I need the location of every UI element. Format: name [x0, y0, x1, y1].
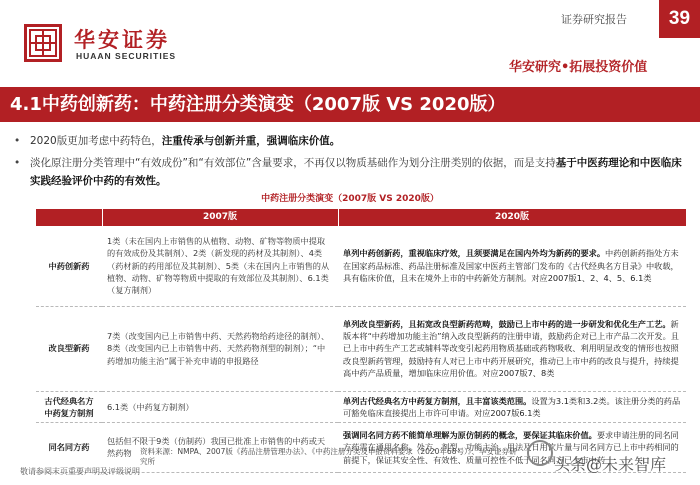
- disclaimer-text: 敬请参阅末页重要声明及评级说明: [20, 467, 140, 476]
- page-number: 39: [659, 0, 700, 38]
- table-title: 中药注册分类演变（2007版 VS 2020版）: [261, 194, 439, 204]
- header-blank: [36, 209, 102, 226]
- cell-2020-text: 要求申请注册的同名同方药需在通用名称、处方、剂型、功能主治、用法及日用饮片量与同名同方已上市中药相同的前提下，保证其安全性、有效性、质量可控性不低于同名同方已上市中药: [343, 430, 679, 465]
- cell-2020-bold: 单列古代经典名方中药复方制剂，且丰富该类范围。: [343, 395, 532, 406]
- cell-2020-bold: 单列改良型新药，且拓宽改良型新药范畴，鼓励已上市中药的进一步研发和优化生产工艺。: [343, 318, 671, 329]
- source-note: 资料来源：NMPA、2007版《药品注册管理办法》、《中药注册分类及申报资料要求（2020年68号）》、华安证券研究所: [140, 447, 517, 466]
- header-2020: 2020版: [338, 209, 686, 226]
- cell-2007: 包括但不限于9类（仿制药）我国已批准上市销售的中药或天然药物: [102, 422, 338, 472]
- cell-2020-text: 设置为3.1类和3.2类。该注册分类的药品可豁免临床直接提出上市许可申请。对应2007版6.1类: [343, 395, 681, 418]
- report-type: 证券研究报告: [561, 13, 627, 26]
- cell-2020: [338, 226, 686, 306]
- comparison-table: [36, 209, 687, 473]
- bullet-item: [12, 154, 692, 190]
- table-row: [36, 226, 686, 306]
- bullet-bold-text: 注重传承与创新并重，强调临床价值。: [161, 135, 341, 147]
- logo-en-text: HUAAN SECURITIES: [76, 51, 177, 61]
- row-label: 古代经典名方中药复方制剂: [36, 391, 102, 422]
- bullet-item: [12, 132, 692, 150]
- row-label: 中药创新药: [36, 226, 102, 306]
- cell-2020-bold: 强调同名同方药不能简单理解为原仿制药的概念，要保证其临床价值。: [343, 430, 597, 441]
- watermark-logo-icon: [527, 440, 553, 466]
- bullet-text: 2020版更加考虑中药特色，: [30, 135, 162, 147]
- cell-2007: 1类（未在国内上市销售的从植物、动物、矿物等物质中提取的有效成份及其制剂）、2类（新发现的药材及其制剂）、4类（药材新的药用部位及其制剂）、5类（未在国内上市销售的从植物、动物、矿物等物质中提取的有效部位及其制剂）、6.1类（复方制剂）: [102, 226, 338, 306]
- cell-2020-bold: 单列中药创新药，重视临床疗效，且须要满足在国内外均为新药的要求。: [343, 248, 606, 259]
- table-row: [36, 306, 686, 391]
- bullet-bold-text: 基于中医药理论和中医临床实践经验评价中药的有效性。: [30, 157, 682, 187]
- page-title: 4.1中药创新药：中药注册分类演变（2007版 VS 2020版）: [0, 87, 700, 122]
- watermark-text: 头条@未来智库: [554, 455, 667, 474]
- table-row: [36, 391, 686, 422]
- table-header-row: [36, 209, 686, 226]
- cell-2007: 6.1类（中药复方制剂）: [102, 391, 338, 422]
- cell-2007: 7类（改变国内已上市销售中药、天然药物给药途径的制剂）、8类（改变国内已上市销售中药、天然药物剂型的制剂）；“中药增加功能主治”属于补充申请的申报路径: [102, 306, 338, 391]
- cell-2020-text: 新版本将“中药增加功能主治”纳入改良型新药的注册申请，鼓励药企对已上市产品二次开发。且已上市中药生产工艺或辅料等改变引起药用物质基础或药物吸收、利用明显改变的情形也按照改良型新药管理，鼓励持有人对已上市中药开展研究，推动已上市中药的改良与提升，持续提高中药产品质量，增加临床应用价值。对应2007版7、8类: [343, 318, 679, 378]
- header-2007: 2007版: [102, 209, 338, 226]
- bullet-dot-icon: •: [14, 157, 21, 169]
- bullet-dot-icon: •: [14, 135, 21, 147]
- page-header: [0, 0, 700, 82]
- row-label: 改良型新药: [36, 306, 102, 391]
- cell-2020: [338, 391, 686, 422]
- cell-2020: [338, 306, 686, 391]
- cell-2020-text: 中药创新药指处方未在国家药品标准、药品注册标准及国家中医药主管部门发布的《古代经典名方目录》中收载，具有临床价值，且未在境外上市的中药新处方制剂。对应2007版1、2、4、5、6.1类: [343, 248, 679, 283]
- bullet-list: [12, 132, 692, 190]
- header-tagline: 华安研究•拓展投资价值: [509, 60, 648, 75]
- huaan-logo-icon: [24, 24, 62, 62]
- row-label: 同名同方药: [36, 422, 102, 472]
- bullet-text: 淡化原注册分类管理中“有效成份”和“有效部位”含量要求，不再仅以物质基础作为划分注册类别的依据，而是支持: [30, 157, 556, 169]
- logo-cn-text: 华安证券: [74, 27, 170, 52]
